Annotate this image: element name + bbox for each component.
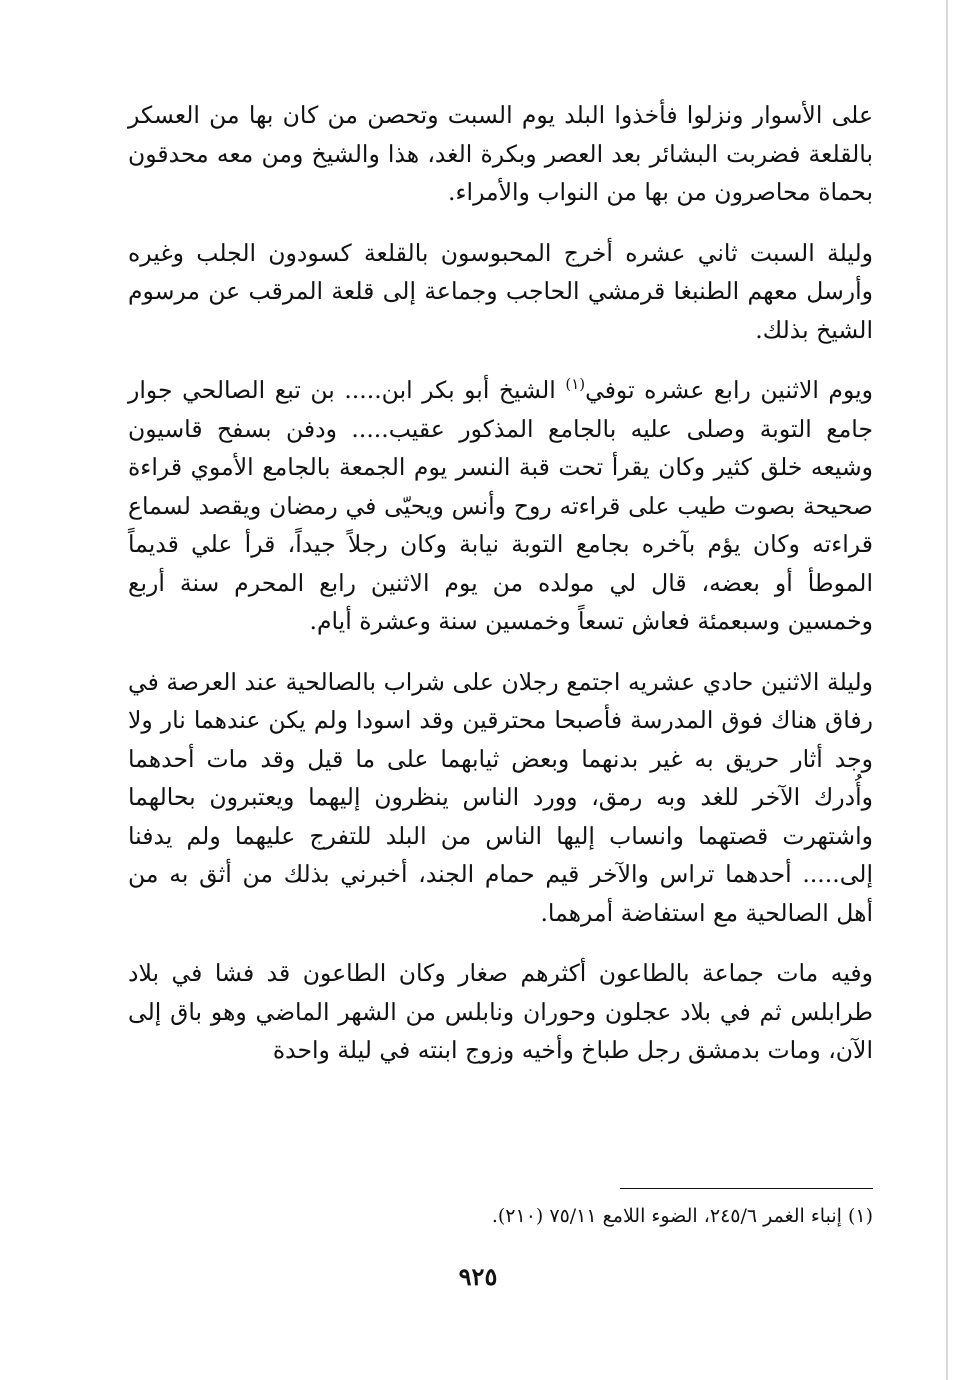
paragraph-2: وليلة السبت ثاني عشره أخرج المحبوسون بالقلعة كسودون الجلب وغيره وأرسل معهم الطنبغا قرمشي الحاجب وجماعة إلى قلعة المرقب عن مرسوم الشيخ بذلك. xyxy=(128,238,873,344)
paragraph-3-rest: الشيخ أبو بكر ابن..... بن تبع الصالحي جوار جامع التوبة وصلى عليه بالجامع المذكور عقيب..... ودفن بسفح قاسيون وشيعه خلق كثير وكان يقرأ تحت قبة النسر يوم الجمعة بالجامع الأموي قراءة صحيحة بصوت طيب على قراءته روح وأنس ويحيّى في رمضان ويقصد لسماع قراءته وكان يؤم بآخره بجامع التوبة نيابة وكان رجلاً جيداً، قرأ علي قديماً الموطأ أو بعضه، قال لي مولده من يوم الاثنين رابع المحرم سنة أربع وخمسين وسبعمئة فعاش تسعاً وخمسين سنة وعشرة أيام. xyxy=(128,376,873,635)
paragraph-3-start: ويوم الاثنين رابع عشره توفي xyxy=(585,376,873,404)
paragraph-4: وليلة الاثنين حادي عشريه اجتمع رجلان على شراب بالصالحية عند العرصة في رفاق هناك فوق المدرسة فأصبحا محترقين وقد اسودا ولم يكن عندهما نار ولا وجد أثار حريق به غير بدنهما وبعض ثيابهما على ما قيل وقد مات أحدهما وأُدرك الآخر للغد وبه رمق، وورد الناس ينظرون إليهما ويعتبرون بحالهما واشتهرت قصتهما وانساب إليها الناس من البلد للتفرج عليهما ولم يدفنا إلى..... أحدهما تراس والآخر قيم حمام الجند، أخبرني بذلك من أثق به من أهل الصالحية مع استفاضة أمرهما. xyxy=(128,667,873,927)
page-number: ٩٢٥ xyxy=(458,1262,498,1291)
paragraph-5: وفيه مات جماعة بالطاعون أكثرهم صغار وكان الطاعون قد فشا في بلاد طرابلس ثم في بلاد عجلون وحوران ونابلس من الشهر الماضي وهو باق إلى الآن، ومات بدمشق رجل طباخ وأخيه وزوج ابنته في ليلة واحدة xyxy=(128,959,873,1064)
paragraph-3 xyxy=(128,371,873,641)
footnote: (١) إنباء الغمر ٢٤٥/٦، الضوء اللامع ٧٥/١١ (٢١٠). xyxy=(491,1205,873,1227)
footnote-separator xyxy=(620,1188,873,1189)
main-text xyxy=(128,96,873,1092)
page-edge-line xyxy=(946,0,948,1380)
paragraph-1: على الأسوار ونزلوا فأخذوا البلد يوم السبت وتحصن من كان بها من العسكر بالقلعة فضربت البشائر بعد العصر وبكرة الغد، هذا والشيخ ومن معه محدقون بحماة محاصرون من بها من النواب والأمراء. xyxy=(128,101,873,206)
footnote-marker[interactable]: (١) xyxy=(565,375,586,394)
